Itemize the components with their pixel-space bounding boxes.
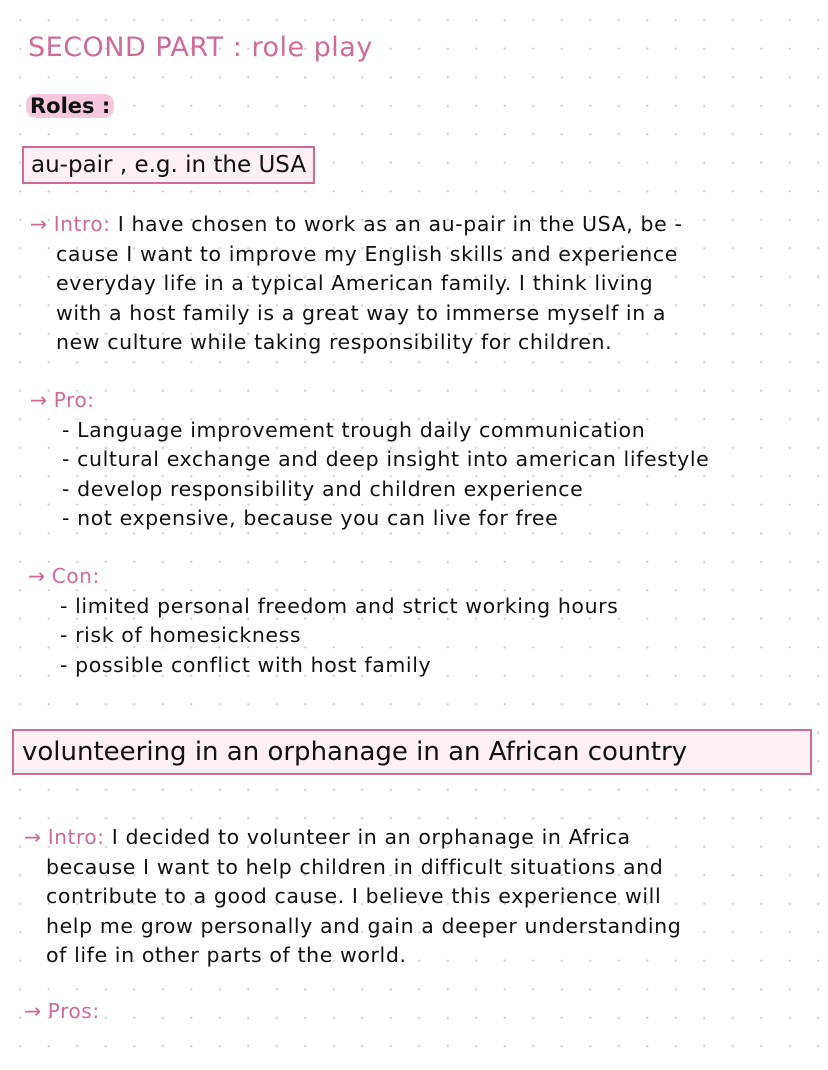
intro-line: because I want to help children in difficult situations and (46, 854, 664, 879)
volunteering-intro (24, 823, 681, 971)
intro-label: Intro: (47, 825, 105, 849)
con-label: Con: (51, 564, 100, 588)
con-item: - limited personal freedom and strict working hours (60, 593, 619, 618)
pro-item: - develop responsibility and children experience (62, 476, 584, 501)
page-title: SECOND PART : role play (28, 32, 373, 63)
intro-line: I have chosen to work as an au-pair in the USA, be - (117, 212, 683, 236)
role-heading-volunteering: volunteering in an orphanage in an African country (12, 729, 812, 775)
role-heading-au-pair: au-pair , e.g. in the USA (22, 146, 315, 184)
intro-line: of life in other parts of the world. (46, 943, 407, 967)
arrow-icon: → (24, 999, 42, 1023)
arrow-icon: → (24, 825, 42, 849)
intro-line: contribute to a good cause. I believe this experience will (46, 884, 662, 908)
pro-item: - not expensive, because you can live for free (62, 506, 559, 530)
intro-line: everyday life in a typical American family. I think living (56, 271, 654, 295)
intro-line: I decided to volunteer in an orphanage in Africa (111, 825, 631, 849)
intro-line: new culture while taking responsibility for children. (56, 330, 613, 354)
con-item: - risk of homesickness (60, 623, 302, 647)
con-item: - possible conflict with host family (60, 652, 432, 677)
intro-line: cause I want to improve my English skills and experience (56, 241, 678, 266)
intro-label: Intro: (53, 212, 111, 236)
au-pair-pros (30, 386, 709, 534)
pro-label: Pro: (53, 388, 95, 412)
au-pair-intro (30, 210, 682, 358)
arrow-icon: → (28, 564, 46, 588)
roles-label: Roles : (26, 94, 114, 118)
pro-label: Pros: (47, 999, 100, 1023)
intro-line: with a host family is a great way to immerse myself in a (56, 300, 667, 325)
intro-line: help me grow personally and gain a deeper understanding (46, 913, 682, 938)
arrow-icon: → (30, 212, 48, 236)
arrow-icon: → (30, 388, 48, 412)
volunteering-pros (24, 997, 100, 1027)
pro-item: - Language improvement trough daily communication (62, 417, 646, 442)
pro-item: - cultural exchange and deep insight into american lifestyle (62, 447, 710, 471)
au-pair-cons (28, 562, 618, 680)
